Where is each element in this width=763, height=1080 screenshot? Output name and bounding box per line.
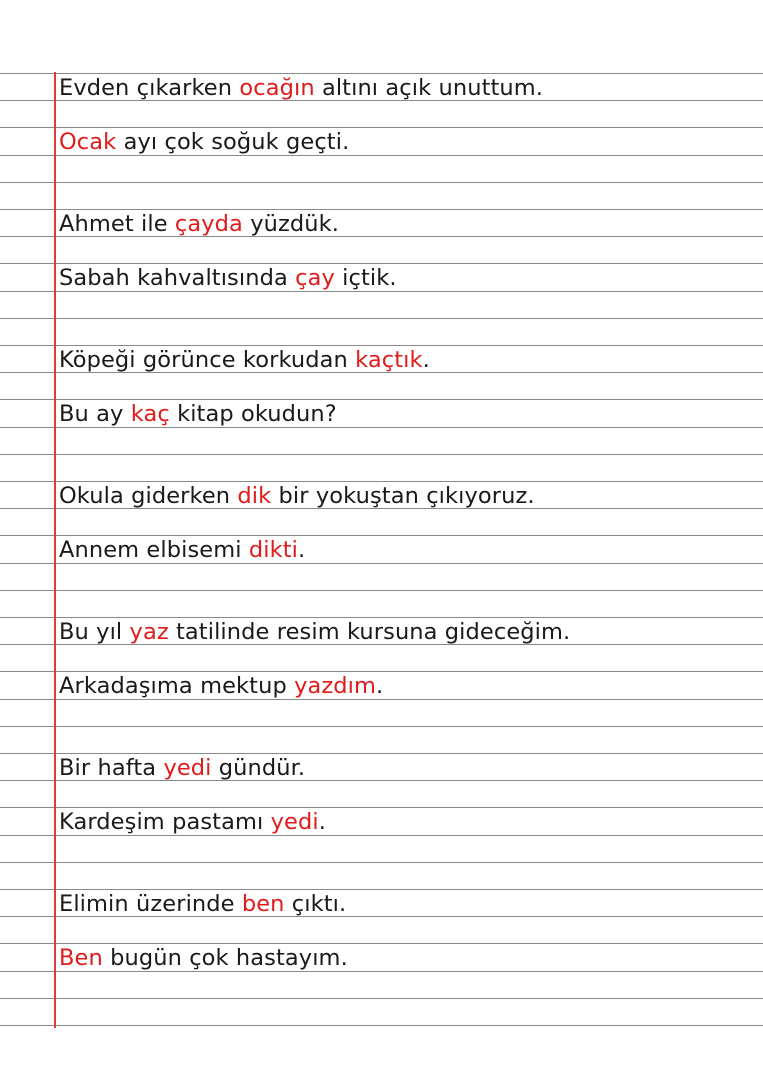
sentence-line [59,536,305,564]
sentence-line [59,210,339,238]
sentence-text: Annem elbisemi [59,537,249,564]
highlighted-word: kaç [130,401,170,428]
sentence-text: Bu ay [59,401,131,428]
sentence-text: kitap okudun? [169,401,337,428]
sentence-text: bir yokuştan çıkıyoruz. [271,483,535,509]
sentence-text: Kardeşim pastamı [59,809,271,836]
red-margin-line [54,72,56,1028]
sentence-text: Ahmet ile [59,211,175,237]
ruled-line [0,590,763,591]
highlighted-word: yedi [270,809,319,836]
highlighted-word: yazdım [294,673,377,700]
sentence-line [59,346,430,374]
highlighted-word: kaçtık [355,347,423,373]
sentence-line [59,672,383,700]
sentence-line [59,482,535,510]
highlighted-word: Ben [59,945,103,972]
highlighted-word: dikti [248,537,298,564]
ruled-line [0,454,763,455]
sentence-text: ayı çok soğuk geçti. [116,129,350,156]
highlighted-word: yedi [163,755,212,781]
sentence-line [59,618,570,646]
ruled-line [0,998,763,999]
sentence-text: . [376,673,384,700]
sentence-text: Bu yıl [59,619,130,645]
sentence-text: . [297,537,306,564]
sentence-line [59,944,348,972]
highlighted-word: çay [295,265,335,292]
sentence-line [59,74,543,102]
sentence-text: bugün çok hastayım. [102,945,348,972]
sentence-text: Köpeği görünce korkudan [59,347,356,373]
sentence-line [59,890,346,918]
sentence-text: . [318,809,326,836]
sentence-text: çıktı. [284,891,347,917]
highlighted-word: çayda [174,211,243,237]
sentence-text: . [422,347,430,373]
sentence-text: içtik. [334,265,397,292]
sentence-line [59,128,349,156]
sentence-text: Elimin üzerinde [59,891,242,917]
highlighted-word: ocağın [239,75,315,101]
sentence-text: altını açık unuttum. [314,75,544,101]
sentence-text: Okula giderken [59,483,238,509]
ruled-line [0,318,763,319]
sentence-line [59,264,397,292]
highlighted-word: Ocak [59,129,117,156]
sentence-text: yüzdük. [242,211,339,237]
sentence-line [59,400,337,428]
ruled-line [0,726,763,727]
highlighted-word: yaz [129,619,169,645]
sentence-text: gündür. [211,755,306,781]
sentence-text: Evden çıkarken [59,75,240,101]
sentence-text: tatilinde resim kursuna gideceğim. [168,619,571,645]
sentence-text: Arkadaşıma mektup [59,673,295,700]
ruled-line [0,862,763,863]
ruled-line [0,1025,763,1026]
sentence-line [59,808,326,836]
sentence-line [59,754,305,782]
ruled-line [0,182,763,183]
sentence-text: Bir hafta [59,755,164,781]
highlighted-word: dik [237,483,272,509]
highlighted-word: ben [241,891,285,917]
sentence-text: Sabah kahvaltısında [59,265,296,292]
